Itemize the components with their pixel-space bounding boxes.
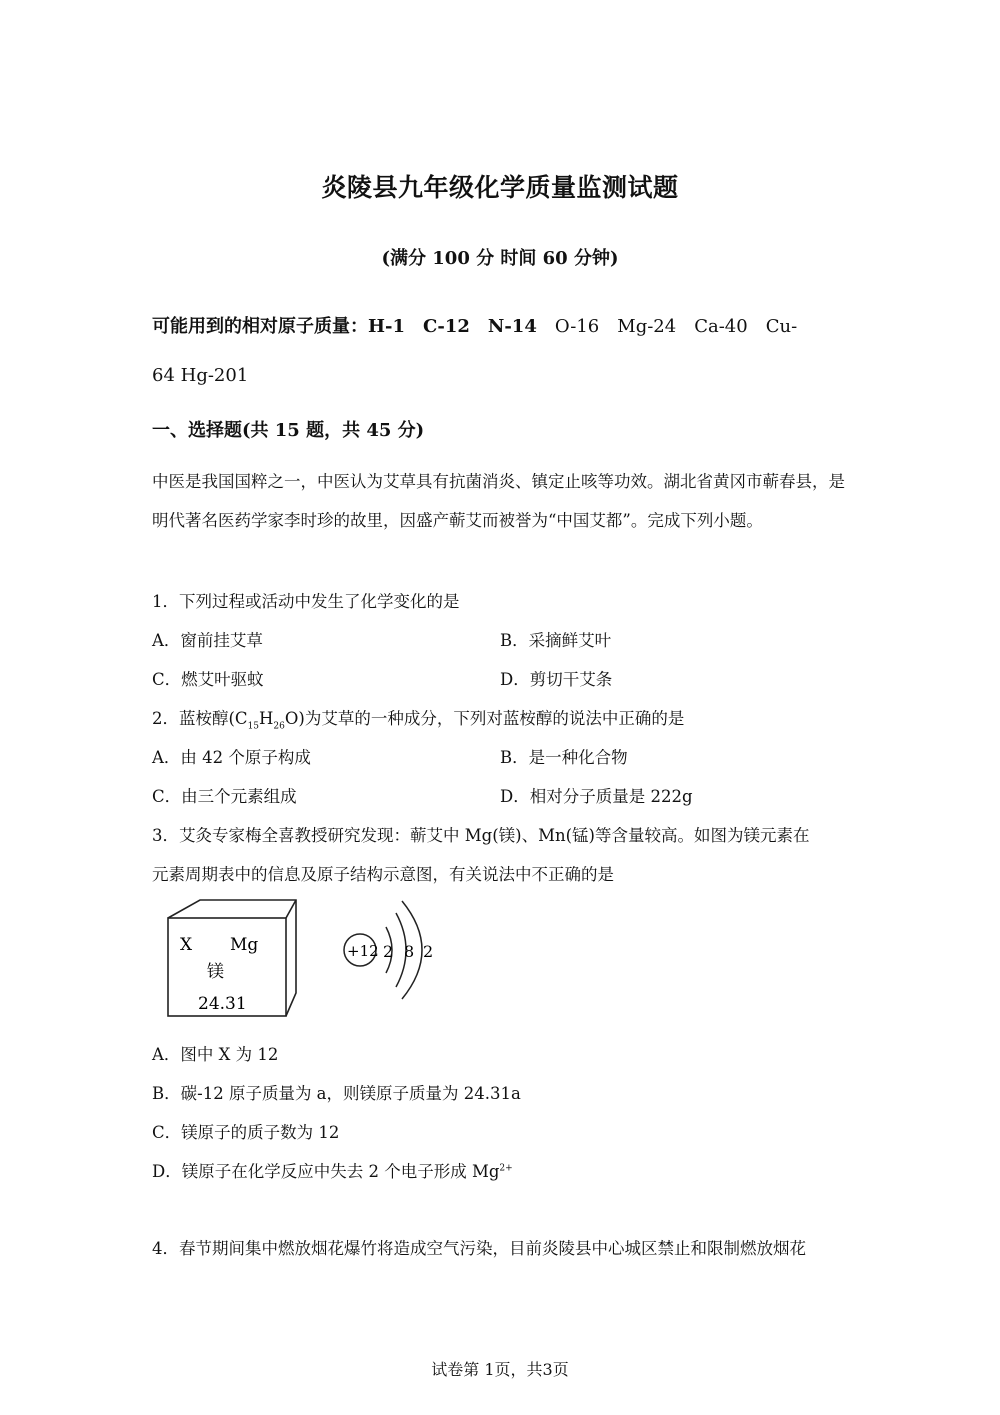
shell-2-count: 8 [404,942,415,961]
element-x-label: X [180,935,193,955]
q1-stem: 1．下列过程或活动中发生了化学变化的是 [152,592,460,611]
q4-stem: 4．春节期间集中燃放烟花爆竹将造成空气污染，目前炎陵县中心城区禁止和限制燃放烟花 [152,1239,806,1258]
element-mass: 24.31 [198,994,247,1014]
mass-ca: Ca-40 [694,316,748,337]
mass-o: O-16 [554,316,600,337]
page-footer: 试卷第 1页，共3页 [431,1360,569,1379]
section-heading: 一、选择题(共 15 题，共 45 分) [152,420,425,441]
element-symbol: Mg [230,935,259,955]
q1-option-b: B．采摘鲜艾叶 [500,631,612,650]
shell-1-count: 2 [383,942,394,961]
shell-3-count: 2 [423,942,434,961]
q2-option-d: D．相对分子质量是 222g [500,787,693,806]
page-title: 炎陵县九年级化学质量监测试题 [321,173,679,202]
q2-option-a: A．由 42 个原子构成 [152,748,311,767]
exam-subtitle: (满分 100 分 时间 60 分钟) [381,248,619,269]
q2-stem: 2．蓝桉醇$(C_{15}H_{26}O)$为艾草的一种成分，下列对蓝桉醇的说法中正确的是 [152,709,685,732]
q3-option-c: C．镁原子的质子数为 12 [152,1123,340,1142]
mass-c: C-12 [423,316,470,337]
atomic-mass-line-2: 64 Hg-201 [152,365,249,386]
intro-paragraph: 中医是我国国粹之一，中医认为艾草具有抗菌消炎、镇定止咳等功效。湖北省黄冈市蕲春县，是明代著名医药学家李时珍的故里，因盛产蕲艾而被誉为“中国艾都”。完成下列小题。 [152,472,845,530]
atomic-mass-label: 可能用到的相对原子质量： [152,316,368,337]
mass-mg: Mg-24 [617,316,677,337]
mass-cu: Cu- [765,316,798,337]
q3-stem-line1: 3．艾灸专家梅全喜教授研究发现：蕲艾中 Mg(镁)、Mn(锰)等含量较高。如图为镁元素在 [152,826,810,845]
q2-option-b: B．是一种化合物 [500,748,628,767]
q3-stem-line2: 元素周期表中的信息及原子结构示意图，有关说法中不正确的是 [152,865,614,884]
q3-option-b: B．碳-12 原子质量为 a，则镁原子质量为 24.31a [152,1084,521,1103]
magnesium-element-figure [160,895,450,1025]
q1-option-d: D．剪切干艾条 [500,670,613,689]
atomic-mass-line [152,312,797,338]
nucleus-charge: +12 [347,942,379,960]
q1-option-a: A．窗前挂艾草 [152,631,263,650]
mass-h: H-1 [368,316,406,337]
q1-option-c: C．燃艾叶驱蚊 [152,670,264,689]
mass-n: N-14 [487,316,537,337]
element-name: 镁 [207,962,224,982]
q2-option-c: C．由三个元素组成 [152,787,297,806]
q3-option-a: A．图中 X 为 12 [152,1045,279,1064]
q3-option-d: D．镁原子在化学反应中失去 2 个电子形成 $Mg^{2+}$ [152,1162,513,1181]
